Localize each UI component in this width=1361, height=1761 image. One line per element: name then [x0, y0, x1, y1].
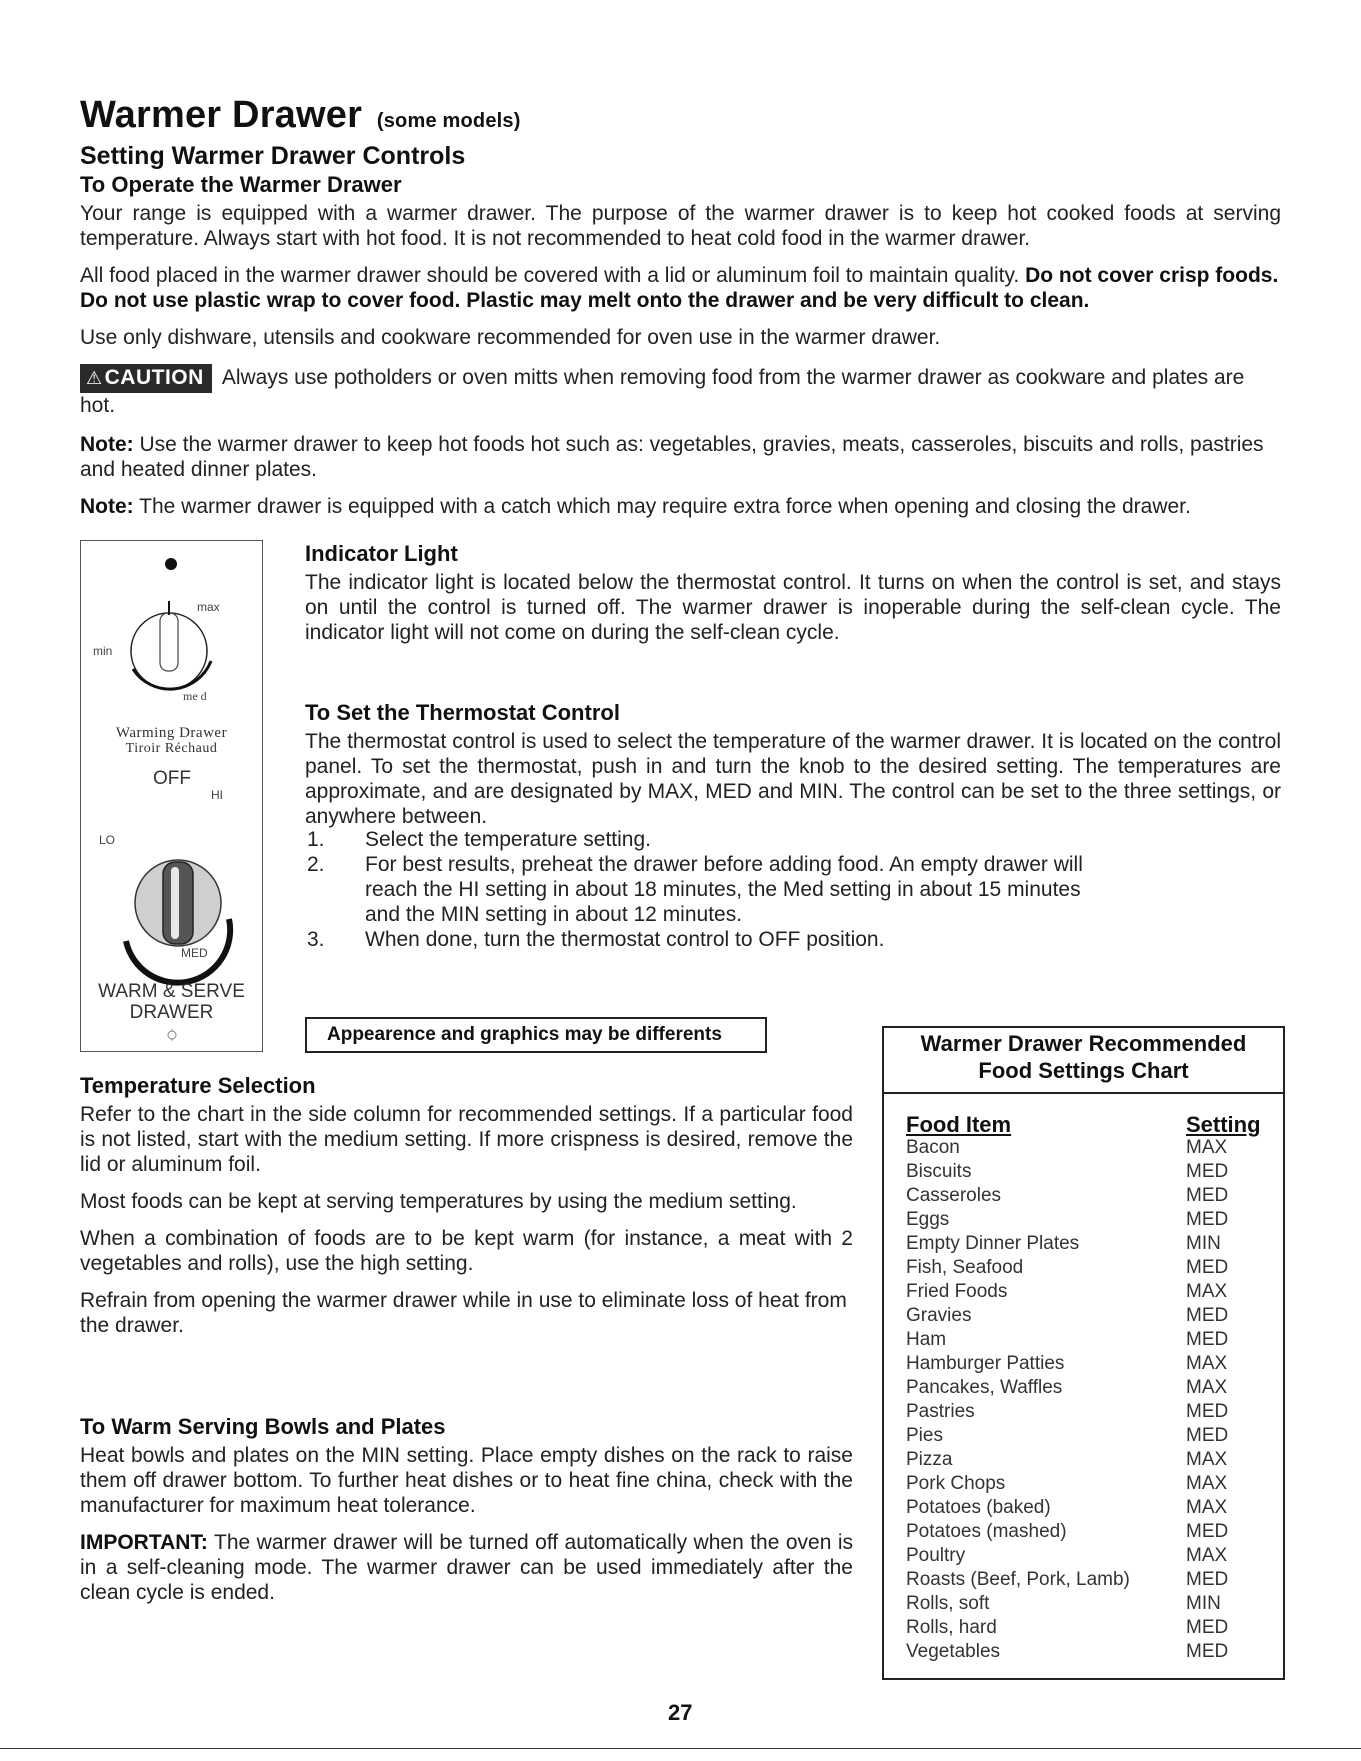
note-2-label: Note:	[80, 495, 134, 518]
chart-food-item: Pizza	[906, 1449, 953, 1470]
note-1-text: Use the warmer drawer to keep hot foods hot such as: vegetables, gravies, meats, casseroles, biscuits and rolls, pastries and heated dinner plates.	[80, 433, 1264, 481]
chart-setting: MED	[1186, 1521, 1229, 1542]
step-text: For best results, preheat the drawer before adding food. An empty drawer will reach the HI setting in about 18 minutes, the Med setting in about 15 minutes and the MIN setting in about 12 minutes.	[365, 853, 1083, 926]
graphics-note-box: Appearence and graphics may be differents	[305, 1017, 767, 1053]
title-text: Warmer Drawer	[80, 94, 363, 136]
knob-2-drawing	[126, 860, 230, 983]
warning-triangle-icon: ⚠	[86, 368, 103, 388]
chart-food-item: Biscuits	[906, 1161, 972, 1182]
knob-2-indicator-icon	[165, 1028, 179, 1042]
section-title: Setting Warmer Drawer Controls	[80, 142, 466, 170]
thermostat-heading: To Set the Thermostat Control	[305, 700, 620, 725]
bowls-paragraph: Heat bowls and plates on the MIN setting. Place empty dishes on the rack to raise them off drawer bottom. To further heat dishes or to heat fine china, check with the manufacturer for maximum heat tolerance.	[80, 1444, 853, 1517]
operate-paragraph-2	[80, 263, 1281, 313]
chart-food-item: Potatoes (mashed)	[906, 1521, 1067, 1542]
note-2-text: The warmer drawer is equipped with a catch which may require extra force when opening and closing the drawer.	[139, 495, 1191, 518]
chart-column-food-item: Food Item	[906, 1112, 1012, 1137]
thermostat-section	[305, 700, 1281, 829]
chart-row	[906, 1256, 1276, 1280]
bowls-section	[80, 1414, 853, 1605]
note-2	[80, 494, 1281, 519]
step-item	[305, 852, 1285, 927]
note-1	[80, 432, 1281, 482]
operate-heading: To Operate the Warmer Drawer	[80, 172, 402, 197]
chart-setting: MIN	[1186, 1233, 1221, 1254]
knob-1-min-label: min	[93, 644, 113, 658]
chart-row	[906, 1352, 1276, 1376]
chart-setting: MED	[1186, 1401, 1229, 1422]
control-illustration	[80, 540, 263, 1052]
important-text: The warmer drawer will be turned off automatically when the oven is in a self-cleaning mode. The warmer drawer can be used immediately after the clean cycle is ended.	[80, 1531, 853, 1604]
chart-setting: MED	[1186, 1185, 1229, 1206]
chart-food-item: Pork Chops	[906, 1473, 1006, 1494]
chart-row	[906, 1208, 1276, 1232]
chart-row	[906, 1160, 1276, 1184]
step-item	[305, 827, 1285, 852]
chart-food-item: Roasts (Beef, Pork, Lamb)	[906, 1569, 1130, 1590]
temperature-paragraph-3: When a combination of foods are to be kept warm (for instance, a meat with 2 vegetables and rolls), use the high setting.	[80, 1227, 853, 1275]
indicator-light-dot	[165, 558, 177, 570]
chart-row	[906, 1448, 1276, 1472]
chart-column-setting: Setting	[1186, 1112, 1261, 1137]
temperature-paragraph-4: Refrain from opening the warmer drawer while in use to eliminate loss of heat from the drawer.	[80, 1289, 847, 1337]
chart-row	[906, 1640, 1276, 1664]
chart-food-item: Casseroles	[906, 1185, 1002, 1206]
temperature-heading: Temperature Selection	[80, 1073, 316, 1098]
page-title	[80, 94, 521, 137]
chart-setting: MED	[1186, 1425, 1229, 1446]
indicator-heading: Indicator Light	[305, 541, 458, 566]
important-label: IMPORTANT:	[80, 1531, 208, 1554]
thermostat-steps	[305, 827, 1285, 952]
chart-food-item: Empty Dinner Plates	[906, 1233, 1080, 1254]
temperature-paragraph-1: Refer to the chart in the side column for recommended settings. If a particular food is not listed, start with the medium setting. If more crispness is desired, remove the lid or aluminum foil.	[80, 1103, 853, 1176]
temperature-paragraph-2: Most foods can be kept at serving temperatures by using the medium setting.	[80, 1190, 797, 1213]
chart-row	[906, 1400, 1276, 1424]
chart-row	[906, 1304, 1276, 1328]
operate-paragraph-1: Your range is equipped with a warmer drawer. The purpose of the warmer drawer is to keep hot cooked foods at serving temperature. Always start with hot food. It is not recommended to heat cold food in the warmer drawer.	[80, 202, 1281, 250]
chart-title-line-1: Warmer Drawer Recommended	[920, 1031, 1247, 1056]
chart-setting: MED	[1186, 1257, 1229, 1278]
chart-setting: MED	[1186, 1209, 1229, 1230]
caution-badge	[80, 364, 212, 393]
chart-rows	[906, 1136, 1276, 1664]
chart-row	[906, 1424, 1276, 1448]
step-text: Select the temperature setting.	[365, 828, 651, 851]
operate-section	[80, 172, 1281, 519]
chart-setting: MED	[1186, 1305, 1229, 1326]
chart-row	[906, 1544, 1276, 1568]
chart-row	[906, 1520, 1276, 1544]
indicator-text: The indicator light is located below the thermostat control. It turns on when the control is set, and stays on until the control is turned off. The warmer drawer is inoperable during the self-clean cycle. The indicator light will not come on during the self-clean cycle.	[305, 571, 1281, 644]
chart-row	[906, 1136, 1276, 1160]
knob-1-med-label: me d	[183, 689, 207, 703]
chart-food-item: Pancakes, Waffles	[906, 1377, 1063, 1398]
chart-food-item: Ham	[906, 1329, 947, 1350]
note-1-label: Note:	[80, 433, 134, 456]
caution-text: Always use potholders or oven mitts when removing food from the warmer drawer as cookware and plates are hot.	[80, 366, 1245, 417]
tiroir-rechaud-label: Tiroir Réchaud	[125, 741, 218, 756]
knob-1-max-label: max	[197, 600, 220, 614]
knob-2-off-label: OFF	[153, 768, 191, 789]
chart-food-item: Fried Foods	[906, 1281, 1008, 1302]
warming-drawer-label: Warming Drawer	[115, 725, 228, 741]
warm-serve-label: WARM & SERVE	[98, 981, 245, 1002]
chart-food-item: Potatoes (baked)	[906, 1497, 1051, 1518]
step-number: 2.	[307, 853, 325, 876]
step-item	[305, 927, 1285, 952]
knob-1-drawing	[131, 601, 211, 689]
important-paragraph	[80, 1530, 853, 1605]
food-settings-chart	[882, 1026, 1285, 1680]
chart-setting: MAX	[1186, 1281, 1228, 1302]
operate-paragraph-3: Use only dishware, utensils and cookware recommended for oven use in the warmer drawer.	[80, 326, 941, 349]
page-number: 27	[668, 1700, 693, 1725]
thermostat-text: The thermostat control is used to select the temperature of the warmer drawer. It is located on the control panel. To set the thermostat, push in and turn the knob to the desired setting. The temperatures are approximate, and are designated by MAX, MED and MIN. The control can be set to the three settings, or anywhere between.	[305, 730, 1281, 828]
chart-food-item: Pies	[906, 1425, 943, 1446]
drawer-label: DRAWER	[129, 1002, 214, 1023]
chart-setting: MAX	[1186, 1449, 1228, 1470]
operate-paragraph-2-bold: Do not cover crisp foods. Do not use plastic wrap to cover food. Plastic may melt onto the drawer and be very difficult to clean.	[80, 264, 1279, 312]
chart-food-item: Rolls, soft	[906, 1593, 990, 1614]
chart-row	[906, 1328, 1276, 1352]
chart-food-item: Pastries	[906, 1401, 975, 1422]
step-number: 3.	[307, 928, 325, 951]
chart-setting: MAX	[1186, 1377, 1228, 1398]
chart-setting: MED	[1186, 1161, 1229, 1182]
chart-food-item: Gravies	[906, 1305, 972, 1326]
chart-setting: MED	[1186, 1329, 1229, 1350]
chart-setting: MAX	[1186, 1137, 1228, 1158]
title-suffix: (some models)	[376, 110, 521, 132]
chart-row	[906, 1568, 1276, 1592]
bowls-heading: To Warm Serving Bowls and Plates	[80, 1414, 446, 1439]
chart-setting: MAX	[1186, 1497, 1228, 1518]
chart-food-item: Vegetables	[906, 1641, 1001, 1662]
step-text: When done, turn the thermostat control to OFF position.	[365, 928, 885, 951]
chart-row	[906, 1232, 1276, 1256]
chart-setting: MED	[1186, 1569, 1229, 1590]
knob-2-hi-label: HI	[211, 788, 223, 802]
chart-row	[906, 1592, 1276, 1616]
chart-food-item: Fish, Seafood	[906, 1257, 1024, 1278]
chart-row	[906, 1184, 1276, 1208]
chart-row	[906, 1280, 1276, 1304]
chart-food-item: Rolls, hard	[906, 1617, 997, 1638]
chart-food-item: Eggs	[906, 1209, 950, 1230]
chart-food-item: Hamburger Patties	[906, 1353, 1065, 1374]
knob-2-med-label: MED	[181, 946, 208, 960]
temperature-section	[80, 1073, 853, 1338]
chart-setting: MIN	[1186, 1593, 1221, 1614]
chart-setting: MED	[1186, 1617, 1229, 1638]
bottom-rule	[0, 1748, 1361, 1749]
chart-setting: MED	[1186, 1641, 1229, 1662]
chart-setting: MAX	[1186, 1545, 1228, 1566]
knob-drawings	[81, 541, 262, 1051]
indicator-section	[305, 541, 1281, 645]
chart-setting: MAX	[1186, 1473, 1228, 1494]
knob-2-lo-label: LO	[99, 833, 116, 847]
chart-header	[884, 1028, 1283, 1094]
chart-row	[906, 1472, 1276, 1496]
chart-row	[906, 1376, 1276, 1400]
chart-food-item: Bacon	[906, 1137, 960, 1158]
caution-label: CAUTION	[104, 366, 204, 389]
chart-food-item: Poultry	[906, 1545, 966, 1566]
chart-title-line-2: Food Settings Chart	[978, 1058, 1189, 1083]
step-number: 1.	[307, 828, 325, 851]
chart-row	[906, 1496, 1276, 1520]
chart-setting: MAX	[1186, 1353, 1228, 1374]
caution-notice	[80, 364, 1281, 418]
chart-row	[906, 1616, 1276, 1640]
operate-paragraph-2-plain: All food placed in the warmer drawer should be covered with a lid or aluminum foil to maintain quality.	[80, 264, 1020, 287]
